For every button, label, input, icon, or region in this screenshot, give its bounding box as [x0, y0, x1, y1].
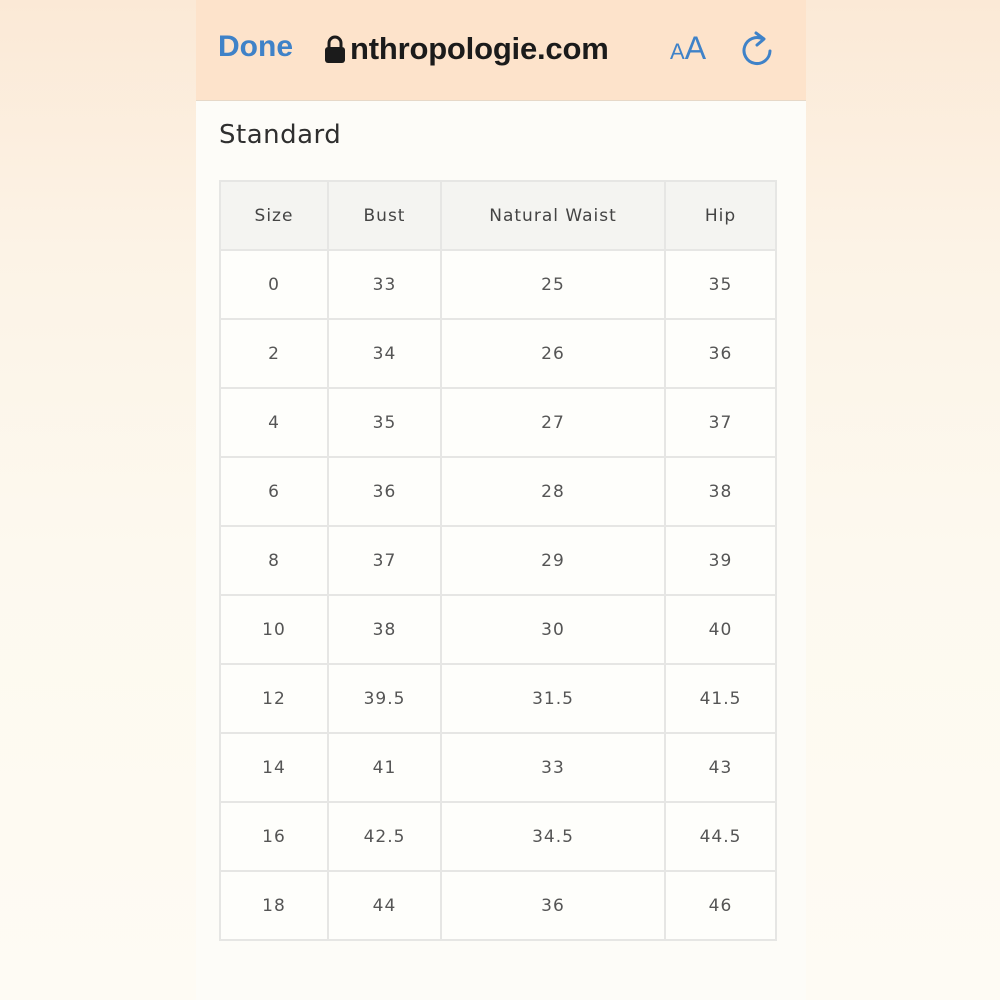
- cell-natural-waist: 28: [441, 457, 665, 526]
- cell-size: 14: [220, 733, 328, 802]
- cell-bust: 35: [328, 388, 441, 457]
- cell-hip: 38: [665, 457, 776, 526]
- cell-bust: 42.5: [328, 802, 441, 871]
- cell-size: 10: [220, 595, 328, 664]
- cell-bust: 39.5: [328, 664, 441, 733]
- cell-size: 18: [220, 871, 328, 940]
- cell-hip: 46: [665, 871, 776, 940]
- cell-natural-waist: 31.5: [441, 664, 665, 733]
- text-size-button[interactable]: [670, 30, 706, 67]
- cell-hip: 43: [665, 733, 776, 802]
- browser-window: [196, 0, 806, 1000]
- cell-natural-waist: 25: [441, 250, 665, 319]
- size-chart-table: [219, 180, 777, 941]
- cell-natural-waist: 29: [441, 526, 665, 595]
- lock-icon: [324, 34, 346, 64]
- section-title: Standard: [219, 120, 342, 150]
- table-row: [220, 871, 776, 940]
- column-header-size: Size: [220, 181, 328, 250]
- table-header-row: [220, 181, 776, 250]
- table-row: [220, 319, 776, 388]
- browser-toolbar: [196, 0, 806, 101]
- cell-natural-waist: 27: [441, 388, 665, 457]
- url-text: nthropologie.com: [350, 31, 609, 66]
- cell-natural-waist: 30: [441, 595, 665, 664]
- table-row: [220, 388, 776, 457]
- reload-button[interactable]: [739, 30, 775, 68]
- cell-hip: 39: [665, 526, 776, 595]
- cell-size: 2: [220, 319, 328, 388]
- table-row: [220, 664, 776, 733]
- table-row: [220, 733, 776, 802]
- cell-hip: 36: [665, 319, 776, 388]
- cell-size: 16: [220, 802, 328, 871]
- text-size-small-label: A: [670, 39, 685, 64]
- cell-size: 6: [220, 457, 328, 526]
- cell-hip: 41.5: [665, 664, 776, 733]
- cell-bust: 37: [328, 526, 441, 595]
- table-row: [220, 595, 776, 664]
- cell-size: 4: [220, 388, 328, 457]
- cell-bust: 44: [328, 871, 441, 940]
- cell-natural-waist: 33: [441, 733, 665, 802]
- cell-bust: 41: [328, 733, 441, 802]
- column-header-natural-waist: Natural Waist: [441, 181, 665, 250]
- background-blur-right: [805, 0, 1000, 1000]
- cell-bust: 33: [328, 250, 441, 319]
- column-header-bust: Bust: [328, 181, 441, 250]
- cell-hip: 44.5: [665, 802, 776, 871]
- table-row: [220, 250, 776, 319]
- cell-hip: 37: [665, 388, 776, 457]
- done-button[interactable]: Done: [218, 30, 293, 63]
- cell-natural-waist: 34.5: [441, 802, 665, 871]
- column-header-hip: Hip: [665, 181, 776, 250]
- cell-bust: 34: [328, 319, 441, 388]
- table-row: [220, 526, 776, 595]
- table-row: [220, 802, 776, 871]
- table-row: [220, 457, 776, 526]
- reload-icon: [739, 30, 775, 68]
- cell-bust: 36: [328, 457, 441, 526]
- cell-size: 8: [220, 526, 328, 595]
- cell-size: 0: [220, 250, 328, 319]
- cell-bust: 38: [328, 595, 441, 664]
- cell-size: 12: [220, 664, 328, 733]
- text-size-big-label: A: [684, 30, 707, 66]
- cell-hip: 35: [665, 250, 776, 319]
- background-blur-left: [0, 0, 196, 1000]
- address-bar[interactable]: [324, 28, 609, 70]
- cell-hip: 40: [665, 595, 776, 664]
- cell-natural-waist: 36: [441, 871, 665, 940]
- cell-natural-waist: 26: [441, 319, 665, 388]
